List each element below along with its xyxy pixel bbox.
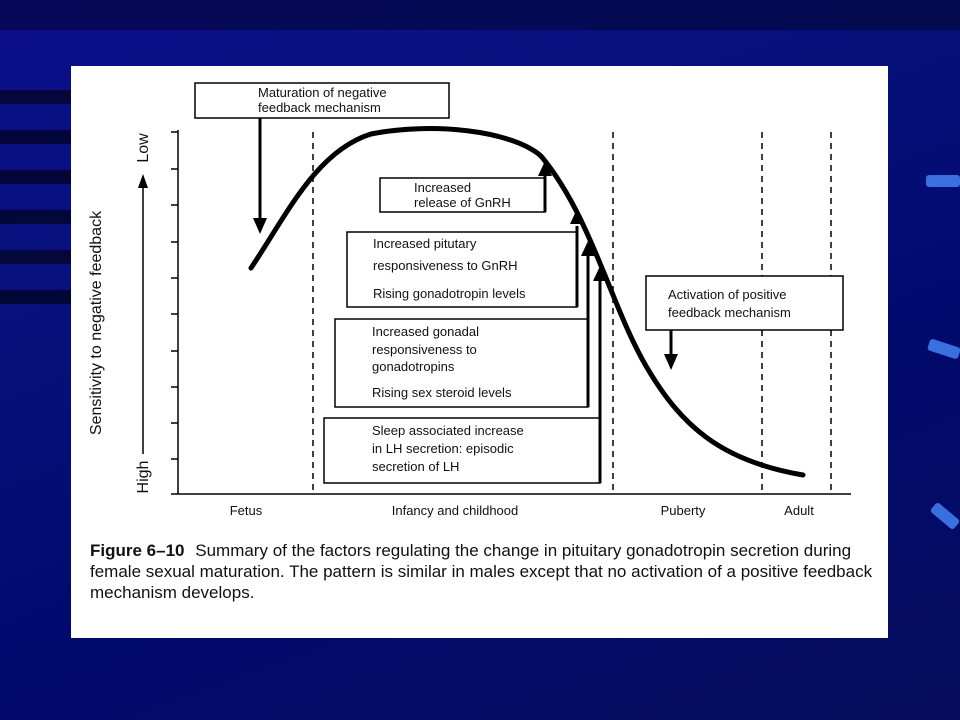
background-stripe <box>0 130 71 144</box>
box-text: responsiveness to <box>372 342 477 357</box>
box-text: in LH secretion: episodic <box>372 441 514 456</box>
arrowhead <box>664 354 678 370</box>
y-axis-arrowhead <box>138 174 148 188</box>
box-text: Rising gonadotropin levels <box>373 286 526 301</box>
box-text: Maturation of negative <box>258 85 387 100</box>
box-text: feedback mechanism <box>668 305 791 320</box>
box-text: secretion of LH <box>372 459 460 474</box>
box-text: Increased gonadal <box>372 324 479 339</box>
y-axis-label: Sensitivity to negative feedback <box>88 210 105 436</box>
period-label-fetus: Fetus <box>229 503 263 518</box>
background-stripe <box>0 170 71 184</box>
box-text: release of GnRH <box>414 195 511 210</box>
box-pituitary <box>347 232 577 307</box>
figure-caption <box>90 540 880 603</box>
box-sleep <box>324 418 600 483</box>
period-label-adult: Adult <box>784 503 814 518</box>
box-gonadal <box>335 319 588 407</box>
background-stripe <box>0 0 960 30</box>
decorative-shape <box>927 338 960 359</box>
box-maturation <box>195 83 449 118</box>
decorative-shape <box>930 502 960 530</box>
arrowhead <box>253 218 267 234</box>
box-text: Sleep associated increase <box>372 423 524 438</box>
y-axis-top-label: Low <box>135 133 152 163</box>
box-text: feedback mechanism <box>258 100 381 115</box>
box-text: Activation of positive <box>668 287 787 302</box>
figure-panel <box>71 66 888 638</box>
background-stripe <box>0 210 71 224</box>
y-axis-ticks <box>171 132 178 494</box>
y-axis-bottom-label: High <box>135 460 152 494</box>
box-text: responsiveness to GnRH <box>373 258 518 273</box>
background-stripe <box>0 290 71 304</box>
period-label-infancy: Infancy and childhood <box>391 503 519 518</box>
background-stripe <box>0 90 71 104</box>
caption-text: Summary of the factors regulating the change in pituitary gonadotropin secretion during female sexual maturation. The pattern is similar in males except that no activation of a positive feedback mechanism develops. <box>90 541 873 602</box>
box-text: Rising sex steroid levels <box>372 385 512 400</box>
box-positive-feedback <box>646 276 843 330</box>
period-label-puberty: Puberty <box>660 503 706 518</box>
background-stripe <box>0 250 71 264</box>
decorative-shape <box>926 175 960 187</box>
box-text: Increased <box>414 180 472 195</box>
box-gnrh-release <box>380 178 545 212</box>
figure-number: Figure 6–10 <box>90 541 185 560</box>
box-text: Increased pitutary <box>373 236 477 251</box>
box-text: gonadotropins <box>372 359 455 374</box>
diagram <box>71 66 888 536</box>
